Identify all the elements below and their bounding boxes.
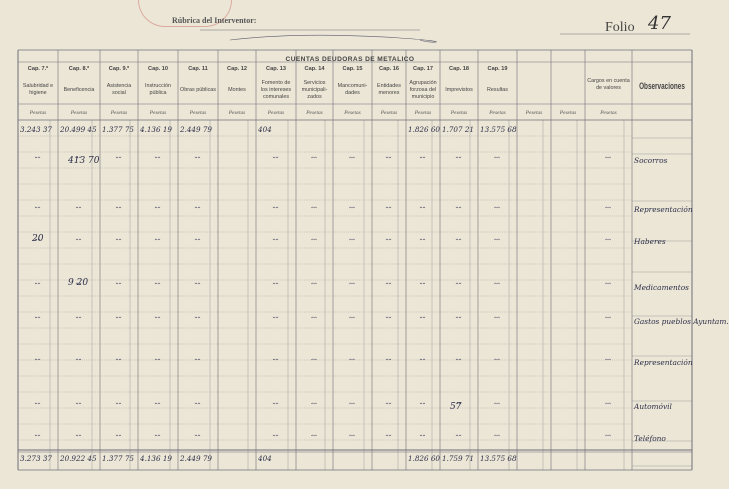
totals-value-11: 1.759 71 <box>442 454 475 463</box>
signature-label: Rúbrica del Interventor: <box>172 16 257 25</box>
ditto-mark <box>116 283 121 284</box>
ditto-mark <box>606 317 611 318</box>
ditto-mark <box>350 435 355 436</box>
totals-value-2: 1.377 75 <box>102 454 135 463</box>
column-cap-4: Cap. 11 <box>188 66 208 72</box>
column-desc-12: Resultas <box>487 86 508 93</box>
ditto-mark <box>155 239 160 240</box>
ditto-mark <box>116 317 121 318</box>
ditto-mark <box>312 157 317 158</box>
totals-value-4: 2.449 79 <box>180 454 213 463</box>
column-cap-5: Cap. 12 <box>227 66 247 72</box>
ditto-mark <box>312 435 317 436</box>
observation-7: Teléfono <box>634 434 666 443</box>
ditto-mark <box>312 403 317 404</box>
first-row-value-12: 13.575 68 <box>480 125 517 134</box>
ditto-mark <box>116 239 121 240</box>
column-desc-9: Entidades menores <box>377 83 401 96</box>
ditto-mark <box>386 403 391 404</box>
ditto-mark <box>155 317 160 318</box>
ditto-mark <box>420 317 425 318</box>
column-desc-7: Servicios municipali-zados <box>301 79 328 100</box>
totals-value-6: 404 <box>258 454 272 463</box>
ditto-mark <box>420 403 425 404</box>
ditto-mark <box>116 207 121 208</box>
entry-value-1: 20 <box>32 234 44 244</box>
ditto-mark <box>273 157 278 158</box>
entry-value-2: 9 20 <box>68 278 89 288</box>
ditto-mark <box>456 317 461 318</box>
ditto-mark <box>195 239 200 240</box>
observations-header: Observaciones <box>639 80 685 92</box>
ditto-mark <box>195 283 200 284</box>
column-cap-3: Cap. 10 <box>148 66 168 72</box>
ditto-mark <box>420 207 425 208</box>
first-row-value-2: 1.377 75 <box>102 125 135 134</box>
totals-value-0: 3.273 37 <box>20 454 53 463</box>
column-unit-8: Pesetas <box>344 110 361 116</box>
column-unit-1: Pesetas <box>70 110 88 116</box>
column-desc-3: Instrucción pública <box>144 83 172 96</box>
column-unit-10: Pesetas <box>414 110 432 116</box>
ditto-mark <box>420 283 425 284</box>
ditto-mark <box>273 403 278 404</box>
first-row-value-10: 1.826 60 <box>408 125 441 134</box>
ditto-mark <box>606 207 611 208</box>
first-row-value-3: 4.136 19 <box>140 125 173 134</box>
column-unit-3: Pesetas <box>149 110 167 116</box>
ditto-mark <box>155 403 160 404</box>
column-desc-8: Mancomuni-dades <box>337 83 368 96</box>
ditto-mark <box>495 403 500 404</box>
column-desc-14 <box>553 78 583 102</box>
ditto-mark <box>386 239 391 240</box>
ditto-mark <box>312 239 317 240</box>
ditto-mark <box>35 207 40 208</box>
ditto-mark <box>456 283 461 284</box>
ditto-mark <box>195 435 200 436</box>
ditto-mark <box>76 317 81 318</box>
observation-0: Socorros <box>634 156 668 165</box>
ditto-mark <box>456 239 461 240</box>
totals-value-10: 1.826 60 <box>408 454 441 463</box>
ditto-mark <box>495 359 500 360</box>
ditto-mark <box>606 435 611 436</box>
column-unit-5: Pesetas <box>228 110 246 116</box>
ditto-mark <box>76 207 81 208</box>
column-desc-13 <box>519 78 549 102</box>
ditto-mark <box>350 283 355 284</box>
column-cap-7: Cap. 14 <box>304 66 325 72</box>
ditto-mark <box>195 207 200 208</box>
ditto-mark <box>495 317 500 318</box>
column-desc-11: Imprevistos <box>445 86 473 93</box>
ditto-mark <box>495 239 500 240</box>
column-desc-2: Asistencia social <box>106 83 132 96</box>
totals-value-12: 13.575 68 <box>480 454 517 463</box>
ditto-mark <box>386 157 391 158</box>
ditto-mark <box>273 435 278 436</box>
ditto-mark <box>76 435 81 436</box>
ditto-mark <box>76 239 81 240</box>
column-desc-5: Montes <box>228 86 246 93</box>
ditto-mark <box>155 207 160 208</box>
column-cap-11: Cap. 18 <box>449 66 469 72</box>
column-cap-2: Cap. 9.º <box>108 66 130 72</box>
observation-2: Haberes <box>634 237 666 246</box>
observation-4: Gastos pueblos Ayuntam. <box>634 317 729 326</box>
observation-3: Medicamentos <box>634 283 689 292</box>
ditto-mark <box>495 283 500 284</box>
ditto-mark <box>116 359 121 360</box>
totals-value-3: 4.136 19 <box>140 454 173 463</box>
ditto-mark <box>116 157 121 158</box>
column-cap-9: Cap. 16 <box>379 66 399 72</box>
column-unit-11: Pesetas <box>450 110 468 116</box>
column-unit-2: Pesetas <box>110 110 128 116</box>
ditto-mark <box>35 317 40 318</box>
ditto-mark <box>420 239 425 240</box>
ditto-mark <box>312 207 317 208</box>
column-unit-13: Pesetas <box>525 110 543 116</box>
column-cap-6: Cap. 13 <box>266 66 286 72</box>
column-cap-8: Cap. 15 <box>342 66 363 72</box>
column-unit-14: Pesetas <box>559 110 577 116</box>
observation-6: Automóvil <box>634 402 672 411</box>
column-desc-15: Cargos en cuenta de valores <box>587 78 630 91</box>
column-unit-6: Pesetas <box>267 110 285 116</box>
ditto-mark <box>350 239 355 240</box>
ditto-mark <box>116 435 121 436</box>
ditto-mark <box>606 403 611 404</box>
ditto-mark <box>273 207 278 208</box>
ditto-mark <box>606 239 611 240</box>
ditto-mark <box>456 207 461 208</box>
ditto-mark <box>155 157 160 158</box>
ditto-mark <box>350 157 355 158</box>
ditto-mark <box>273 317 278 318</box>
ditto-mark <box>35 157 40 158</box>
ditto-mark <box>350 403 355 404</box>
first-row-value-0: 3.243 37 <box>20 125 53 134</box>
ditto-mark <box>312 317 317 318</box>
ditto-mark <box>386 207 391 208</box>
ditto-mark <box>273 283 278 284</box>
ditto-mark <box>155 283 160 284</box>
entry-value-0: 413 70 <box>68 156 100 166</box>
ditto-mark <box>456 435 461 436</box>
column-desc-1: Beneficencia <box>63 86 95 93</box>
observation-5: Representación <box>634 358 693 367</box>
column-cap-1: Cap. 8.º <box>68 66 90 72</box>
ditto-mark <box>386 317 391 318</box>
folio-label: Folio <box>605 20 635 35</box>
column-unit-0: Pesetas <box>29 110 47 116</box>
column-desc-4: Obras públicas <box>180 86 216 93</box>
ditto-mark <box>35 283 40 284</box>
first-row-value-1: 20.499 45 <box>60 125 97 134</box>
column-unit-12: Pesetas <box>489 110 506 116</box>
column-desc-0: Salubridad e higiene <box>22 83 54 96</box>
ditto-mark <box>76 403 81 404</box>
observation-1: Representación <box>634 205 693 214</box>
column-cap-10: Cap. 17 <box>413 66 433 72</box>
ditto-mark <box>35 403 40 404</box>
column-desc-10: Agrupación forzosa del municipio <box>409 79 437 100</box>
totals-value-1: 20.922 45 <box>60 454 97 463</box>
ditto-mark <box>495 157 500 158</box>
ditto-mark <box>386 283 391 284</box>
pen-flourish <box>230 35 436 42</box>
column-unit-7: Pesetas <box>306 110 323 116</box>
ditto-mark <box>273 239 278 240</box>
ditto-mark <box>116 403 121 404</box>
ditto-mark <box>495 435 500 436</box>
first-row-value-4: 2.449 79 <box>180 125 213 134</box>
folio-number: 47 <box>648 13 671 34</box>
ditto-mark <box>312 283 317 284</box>
column-unit-9: Pesetas <box>380 110 398 116</box>
ditto-mark <box>386 435 391 436</box>
ditto-mark <box>350 317 355 318</box>
column-cap-0: Cap. 7.º <box>27 66 49 72</box>
column-unit-4: Pesetas <box>189 110 207 116</box>
ditto-mark <box>35 435 40 436</box>
column-desc-6: Fomento de los intereses comunales <box>260 79 292 100</box>
ditto-mark <box>195 157 200 158</box>
first-row-value-11: 1.707 21 <box>442 125 475 134</box>
first-row-value-6: 404 <box>258 125 272 134</box>
ditto-mark <box>350 207 355 208</box>
ditto-mark <box>155 435 160 436</box>
ditto-mark <box>420 157 425 158</box>
ditto-mark <box>195 403 200 404</box>
ditto-mark <box>606 283 611 284</box>
ditto-mark <box>420 435 425 436</box>
ditto-mark <box>606 157 611 158</box>
entry-value-3: 57 <box>450 402 462 412</box>
column-cap-12: Cap. 19 <box>487 66 508 72</box>
column-unit-15: Pesetas <box>600 110 617 116</box>
ditto-mark <box>456 157 461 158</box>
ditto-mark <box>195 317 200 318</box>
table-title: CUENTAS DEUDORAS DE METALICO <box>285 56 415 63</box>
ditto-mark <box>495 207 500 208</box>
